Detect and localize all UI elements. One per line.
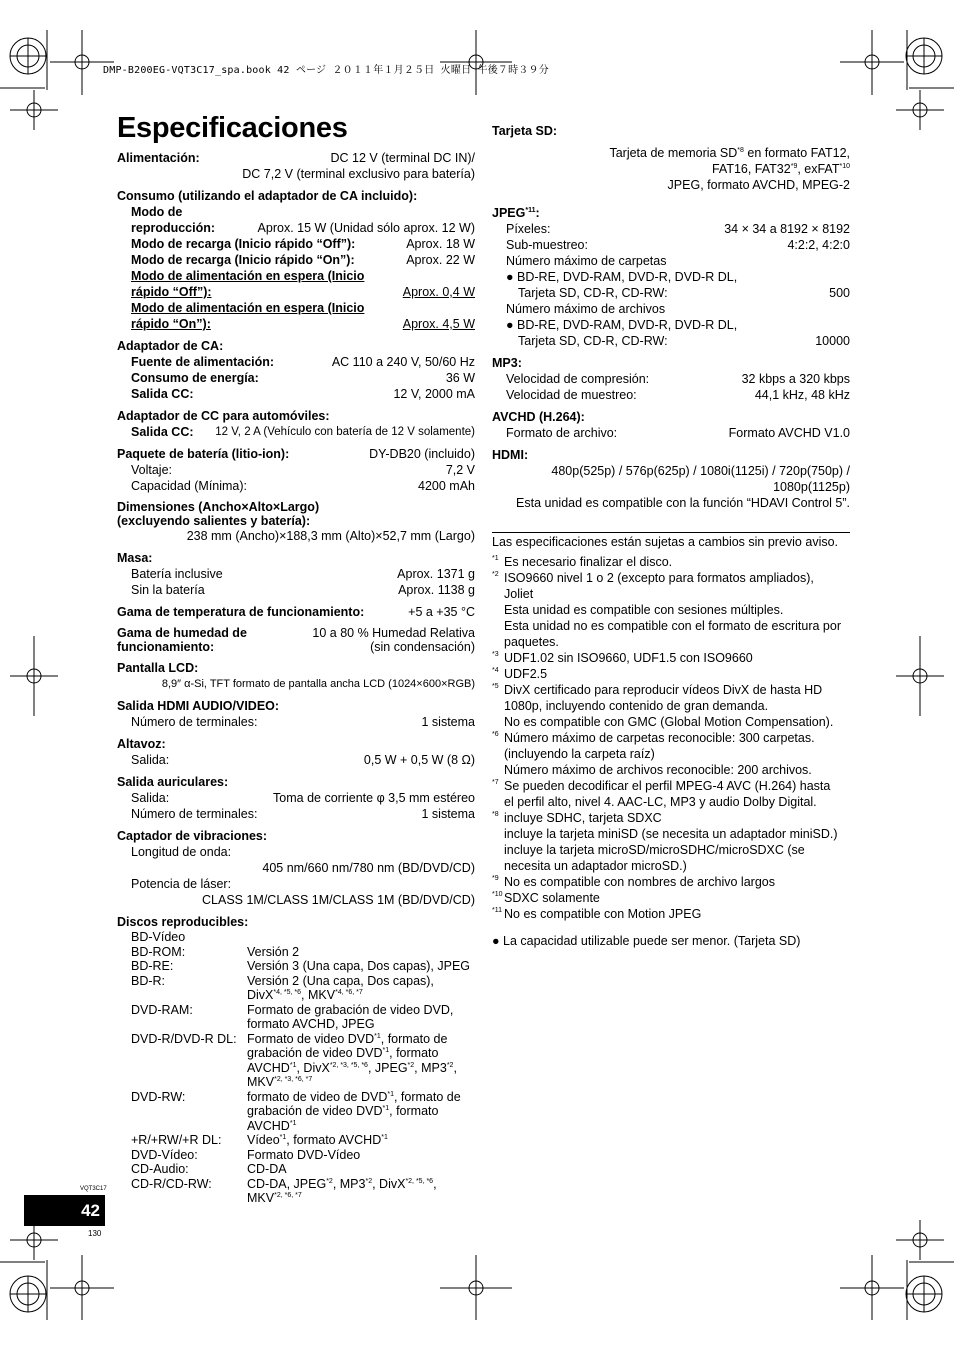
footnote-line (492, 842, 862, 858)
footnote-line (492, 634, 862, 650)
avchd-title: AVCHD (H.264): (492, 410, 585, 424)
hdmi-title: HDMI: (492, 448, 529, 462)
footnote-line (492, 666, 862, 682)
footnote-line (492, 826, 862, 842)
discos-list: BD-Vídeo BD-ROM: Versión 2 BD-RE: Versión 3 (Una capa, Dos capas), JPEG BD-R: Versión 2 (Una capa, Dos capas), DivX$^{*4, *5, *6}$, $MKV^{*4, *6, *7}$ DVD-RAM: Formato de grabación de video DVD, formato AVCHD, JPEG DVD-R/DVD-R DL: Formato de video DVD$^{*1}$, formato de grabación de video DVD$^{*1}$, formato AVCHD$^{*1}$, DivX$^{*2, *3, *5, *6}$, JPEG$^{*2}$, MP3$^{*2}$, $MKV^{*2, *3, *6, *7}$ DVD-RW: formato de video de DVD$^{*1}$, formato de grabación de video DVD$^{*1}$, formato $AVCHD^{*1}$ +R/+RW/+R DL: Vídeo$^{*1}$, formato AVCHD$^{*1}$ DVD-Vídeo: Formato DVD-Vídeo CD-Audio: CD-DA CD-R/CD-RW: CD-DA, JPEG$^{*2}$, MP3$^{*2}$, DivX$^{*2, *5, *6}$, $MKV^{*2, *6, *7}$ (131, 930, 471, 1205)
lcd-title: Pantalla LCD: (117, 661, 199, 675)
footnote-line (492, 810, 862, 826)
footnote-mark: *9 (492, 875, 499, 882)
right-column: Tarjeta SD: Tarjeta de memoria SD$^{*8}$ en formato FAT12, FAT16, FAT32$^{*9}$, exFAT$^{*10}$ JPEG, formato AVCHD, MPEG-2 JPEG$^{*11}$: Píxeles: 34 × 34 a 8192 × 8192 Sub-muestreo: 4:2:2, 4:2:0 Número máximo de carpetas ● BD-RE, DVD-RAM, DVD-R, DVD-R DL, Tarjeta SD, CD-R, CD-RW: 500 Número máximo de archivos ● BD-RE, DVD-RAM, DVD-R, DVD-R DL, Tarjeta SD, CD-R, CD-RW: 10000 MP3: Velocidad de compresión: 32 kbps a 320 kbps Velocidad de muestreo: 44,1 kHz, 48 kHz AVCHD (H.264): Formato de archivo: Formato AVCHD V1.0 HDMI: 480p(525p) / 576p(625p) / 1080i(1125i) / 720p(750p) / 1080p(1125p) Esta unidad es compatible con la función “HDAVI Control 5”. (492, 124, 850, 510)
footnote-line (492, 650, 862, 666)
footnote-mark: *6 (492, 731, 499, 738)
footnote-line (492, 906, 862, 922)
bullet-note: ● La capacidad utilizable puede ser menor. (Tarjeta SD) (492, 934, 801, 948)
notice-text: Las especificaciones están sujetas a cambios sin previo aviso. (492, 535, 839, 549)
footnote-text: Número máximo de archivos reconocible: 200 archivos. (504, 763, 812, 777)
footnote-line (492, 586, 862, 602)
altavoz-title: Altavoz: (117, 737, 166, 751)
footnote-line (492, 874, 862, 890)
footnote-text: incluye SDHC, tarjeta SDXC (504, 811, 662, 825)
footnote-text: el perfil alto, nivel 4. AAC-LC, MP3 y audio Dolby Digital. (504, 795, 817, 809)
footnote-text: Esta unidad es compatible con sesiones múltiples. (504, 603, 784, 617)
footnote-mark: *10 (492, 891, 503, 898)
footnote-mark: *4 (492, 667, 499, 674)
footnote-line (492, 794, 862, 810)
footnote-line (492, 730, 862, 746)
footnote-line (492, 570, 862, 586)
footnote-line (492, 746, 862, 762)
footnotes-list (492, 554, 862, 922)
footnote-text: Esta unidad no es compatible con el formato de escritura por (504, 619, 841, 633)
footnote-mark: *2 (492, 571, 499, 578)
footnote-text: Se pueden decodificar el perfil MPEG-4 AVC (H.264) hasta (504, 779, 831, 793)
footnote-text: No es compatible con nombres de archivo largos (504, 875, 775, 889)
footnote-mark: *7 (492, 779, 499, 786)
footnote-text: SDXC solamente (504, 891, 600, 905)
footnote-text: incluye la tarjeta miniSD (se necesita un adaptador miniSD.) (504, 827, 838, 841)
jpeg-title: JPEG$^{*11}$: (492, 206, 540, 220)
footer-code: VQT3C17 (80, 1186, 107, 1192)
hdmi-salida-title: Salida HDMI AUDIO/VIDEO: (117, 699, 280, 713)
footnote-text: UDF1.02 sin ISO9660, UDF1.5 con ISO9660 (504, 651, 753, 665)
footnote-line (492, 762, 862, 778)
footnote-text: Es necesario finalizar el disco. (504, 555, 673, 569)
footnote-mark: *5 (492, 683, 499, 690)
alimentacion-row: Alimentación: DC 12 V (terminal DC IN)/ (117, 151, 475, 165)
footnote-text: 1080p, incluyendo contenido de gran demanda. (504, 699, 769, 713)
footnote-mark: *8 (492, 811, 499, 818)
divider (492, 532, 850, 533)
print-header: DMP-B200EG-VQT3C17_spa.book 42 ページ ２０１１年１月２５日 火曜日 午後７時３９分 (103, 65, 549, 76)
footnote-line (492, 618, 862, 634)
adaptador-cc-title: Adaptador de CC para automóviles: (117, 409, 330, 423)
footnote-line (492, 682, 862, 698)
sd-title: Tarjeta SD: (492, 124, 558, 138)
footnote-text: (incluyendo la carpeta raíz) (504, 747, 655, 761)
footnote-text: No es compatible con Motion JPEG (504, 907, 702, 921)
mp3-title: MP3: (492, 356, 522, 370)
dimensiones-title: Dimensiones (Ancho×Alto×Largo) (117, 500, 320, 514)
page-title: Especificaciones (117, 112, 348, 144)
footnote-text: incluye la tarjeta microSD/microSDHC/microSDXC (se (504, 843, 805, 857)
discos-title: Discos reproducibles: (117, 915, 249, 929)
left-column: Alimentación: DC 12 V (terminal DC IN)/ DC 7,2 V (terminal exclusivo para batería) Consumo (utilizando el adaptador de CA incluido): Modo de reproducción: Aprox. 15 W (Unidad sólo aprox. 12 W) Modo de recarga (Inicio rápido “Off”): Aprox. 18 W Modo de recarga (Inicio rápido “On”): Aprox. 22 W Modo de alimentación en espera (Inicio rápido “Off”): Aprox. 0,4 W Modo de alimentación en espera (Inicio rápido “On”): Aprox. 4,5 W Adaptador de CA: Fuente de alimentación: AC 110 a 240 V, 50/60 Hz Consumo de energía: 36 W Salida CC: 12 V, 2000 mA Adaptador de CC para automóviles: Salida CC: 12 V, 2 A (Vehículo con batería de 12 V solamente) Paquete de batería (litio-ion): DY-DB20 (incluido) Voltaje: 7,2 V Capacidad (Mínima): 4200 mAh Dimensiones (Ancho×Alto×Largo) (excluyendo salientes y batería): 238 mm (Ancho)×188,3 mm (Alto)×52,7 mm (Largo) Masa: Batería inclusive Aprox. 1371 g Sin la batería Aprox. 1138 g Gama de temperatura de funcionamiento: +5 a +35 °C Gama de humedad de 10 a 80 % Humedad Relativa funcionamiento: (sin condensación) Pantalla LCD: 8,9″ α-Si, TFT formato de pantalla ancha LCD (1024×600×RGB) Salida HDMI AUDIO/VIDEO: Número de terminales: 1 sistema Altavoz: Salida: 0,5 W + 0,5 W (8 Ω) Salida auriculares: Salida: Toma de corriente φ 3,5 mm estéreo Número de terminales: 1 sistema Captador de vibraciones: Longitud de onda: 405 nm/660 nm/780 nm (BD/DVD/CD) Potencia de láser: CLASS 1M/CLASS 1M/CLASS 1M (BD/DVD/CD) Discos reproducibles: BD-Vídeo BD-ROM: Versión 2 BD-RE: Versión 3 (Una capa, Dos capas), JPEG BD-R: Versión 2 (Una capa, Dos capas), DivX$^{*4, *5, *6}$, $MKV^{*4, *6, *7}$ DVD-RAM: Formato de grabación de video DVD, formato AVCHD, JPEG DVD-R/DVD-R DL: Formato de video DVD$^{*1}$, formato de grabación de video DVD$^{*1}$, formato AVCHD$^{*1}$, DivX$^{*2, *3, *5, *6}$, JPEG$^{*2}$, MP3$^{*2}$, $MKV^{*2, *3, *6, *7}$ DVD-RW: formato de video de DVD$^{*1}$, formato de grabación de video DVD$^{*1}$, formato $AVCHD^{*1}$ +R/+RW/+R DL: Vídeo$^{*1}$, formato AVCHD$^{*1}$ DVD-Vídeo: Formato DVD-Vídeo CD-Audio: CD-DA CD-R/CD-RW: CD-DA, JPEG$^{*2}$, MP3$^{*2}$, DivX$^{*2, *5, *6}$, $MKV^{*2, *6, *7}$ (117, 151, 475, 1205)
page-number: 42 (24, 1195, 105, 1226)
footnote-text: DivX certificado para reproducir vídeos DivX de hasta HD (504, 683, 823, 697)
sub-page-number: 130 (88, 1229, 102, 1238)
footnote-line (492, 778, 862, 794)
footnote-line (492, 698, 862, 714)
footnote-text: necesita un adaptador microSD.) (504, 859, 687, 873)
footnote-text: UDF2.5 (504, 667, 548, 681)
footnote-text: Número máximo de carpetas reconocible: 300 carpetas. (504, 731, 815, 745)
footnote-line (492, 554, 862, 570)
bateria-title: Paquete de batería (litio-ion): DY-DB20 (incluido) (117, 447, 475, 461)
footnote-text: No es compatible con GMC (Global Motion Compensation). (504, 715, 834, 729)
footnote-line (492, 858, 862, 874)
footnote-text: Joliet (504, 587, 534, 601)
consumo-title: Consumo (utilizando el adaptador de CA incluido): (117, 189, 418, 203)
humedad-row: Gama de humedad de 10 a 80 % Humedad Relativa (117, 626, 475, 640)
footnote-text: paquetes. (504, 635, 559, 649)
temperatura-row: Gama de temperatura de funcionamiento: +5 a +35 °C (117, 605, 475, 619)
footnote-text: ISO9660 nivel 1 o 2 (excepto para formatos ampliados), (504, 571, 814, 585)
footnote-mark: *11 (492, 907, 502, 914)
footnote-mark: *1 (492, 555, 499, 562)
footnote-mark: *3 (492, 651, 499, 658)
footnote-line (492, 890, 862, 906)
footnote-line (492, 714, 862, 730)
adaptador-ca-title: Adaptador de CA: (117, 339, 224, 353)
masa-title: Masa: (117, 551, 153, 565)
footnote-line (492, 602, 862, 618)
auriculares-title: Salida auriculares: (117, 775, 229, 789)
captador-title: Captador de vibraciones: (117, 829, 268, 843)
